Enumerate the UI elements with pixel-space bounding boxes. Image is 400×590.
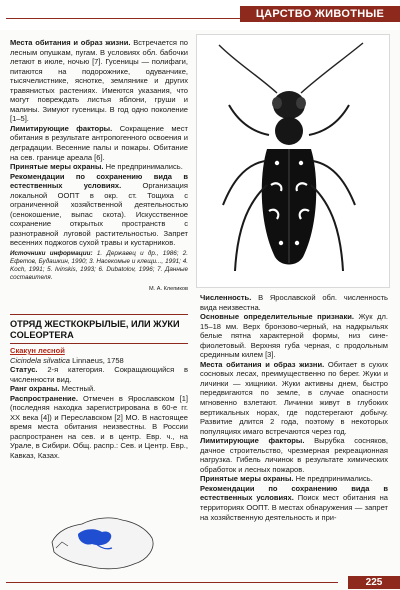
page-footer	[0, 576, 400, 590]
right-recommend-text: Поиск мест обитания на территориях ООПТ. В местах обнаружения — запрет на хозяйственную деятельность и при-	[200, 493, 388, 522]
page-number: 225	[348, 576, 400, 589]
measures-label: Принятые меры охраны.	[10, 162, 104, 172]
article-author: М. А. Клепиков	[149, 286, 188, 293]
habitat-label: Места обитания и образ жизни.	[10, 38, 131, 47]
recommend-label: Рекомендации по сохранению вида в естественных условиях.	[10, 171, 188, 191]
sources-label: Источники информации:	[10, 250, 93, 258]
species-author-year: Linnaeus, 1758	[72, 355, 124, 365]
beetle-illustration	[197, 35, 389, 287]
sources-text: 1. Державец и др., 1986; 2. Ефетов, Будашкин, 1990; 3. Насекомые и клещи..., 1991; 4. Koch, 1991; 5. Ivinskis, 1993; 6. Dubatolov, 1996; 7. Данные составителя.	[10, 250, 188, 282]
page-header	[0, 0, 400, 30]
species-name: Скакун лесной	[10, 346, 65, 355]
species-latin-name: Cicindela silvatica	[10, 355, 70, 365]
right-limiting-text: Вырубка сосняков, дачное строительство, чрезмерная рекреационная нагрузка. Гибель личинок в результате химических обработок и лесных пожаров.	[200, 436, 388, 474]
section-title: ЦАРСТВО ЖИВОТНЫЕ	[240, 6, 400, 22]
limiting-text: Сокращение мест обитания в результате антропогенного освоения и деградации. Весенние палы и пожары. Обитание на сев. границе ареала [6].	[10, 123, 188, 162]
section-divider	[10, 314, 188, 315]
right-recommend-label: Рекомендации по сохранению вида в естественных условиях.	[200, 483, 388, 503]
features-text: Жук дл. 15–18 мм. Верх бронзово-черный, на надкрыльях белые пятна характерной формы, низ сине-фиолетовый. Верхняя губа черная, с продольным срединным килем [3].	[200, 312, 388, 360]
recommend-text: Организация локальной ООПТ в окр. ст. Тощиха с ограниченной хозяйственной деятельностью (сенокошение, выпас скота). Искусственное сохранение открытых пространств с разнотравной луговой растительностью. Запрет весенних поджогов сухой травы и кустарников.	[10, 181, 188, 248]
right-habitat-text: Обитает в сухих сосновых лесах, преимущественно по берег. Жуки и личинки — хищники. Жуки активны днем, быстро передвигаются по земле, в случае опасности мгновенно взлетают. Личинки живут в глубоких вертикальных норах, где подстерегают добычу. Развитие длится 2 года, поэтому в некоторых популяциях имаго встречаются через год.	[200, 359, 388, 436]
right-limiting-label: Лимитирующие факторы.	[200, 436, 305, 446]
right-measures-label: Принятые меры охраны.	[200, 474, 294, 484]
habitat-text: Встречается по лесным опушкам, пугам. В условиях обл. бабочки летают в июле, ночью [7]. Гусеницы — полифаги, питаются на подорожнике, одуванчике, тысячелистнике, ясноткe, землянике и других травянистых растениях. Имеются указания, что могут повреждать листья яблони, груши и малины. Зимуют гусеницы. В год одно поколение [1–5].	[10, 38, 188, 124]
distribution-label: Распространение.	[10, 393, 78, 403]
right-column	[200, 293, 388, 522]
features-label: Основные определительные признаки.	[200, 312, 354, 322]
abundance-label: Численность.	[200, 293, 252, 302]
species-column	[10, 346, 188, 461]
order-heading: ОТРЯД ЖЕСТКОКРЫЛЫЕ, ИЛИ ЖУКИ COLEOPTERA	[10, 319, 188, 344]
limiting-label: Лимитирующие факторы.	[10, 123, 113, 133]
distribution-text: Отмечен в Ярославском [1] (последняя находка зарегистрирована в 60-е гг. XX века [4]) и Переславском [2] МО. В настоящее время места обитания неизвестны. В России распространен на сев. и в центр. Евр. ч., на Урале, в Сибири. Общ. распр.: Сев. и Центр. Евр., Кавказ, Казах.	[10, 393, 188, 461]
rank-label: Ранг охраны.	[10, 384, 60, 394]
rank-text: Местный.	[61, 384, 96, 394]
ground-beetle-photo	[196, 34, 390, 288]
left-column-top	[10, 38, 188, 295]
status-text: 2-я категория. Сокращающийся в численности вид.	[10, 365, 188, 384]
yaroslavl-region-map	[48, 512, 158, 572]
footer-rule	[6, 582, 338, 583]
status-label: Статус.	[10, 365, 38, 375]
measures-text: Не предпринимались.	[105, 162, 183, 172]
right-measures-text: Не предпринимались.	[295, 474, 373, 484]
right-habitat-label: Места обитания и образ жизни.	[200, 359, 325, 369]
abundance-text: В Ярославской обл. численность вида неизвестна.	[200, 293, 388, 312]
